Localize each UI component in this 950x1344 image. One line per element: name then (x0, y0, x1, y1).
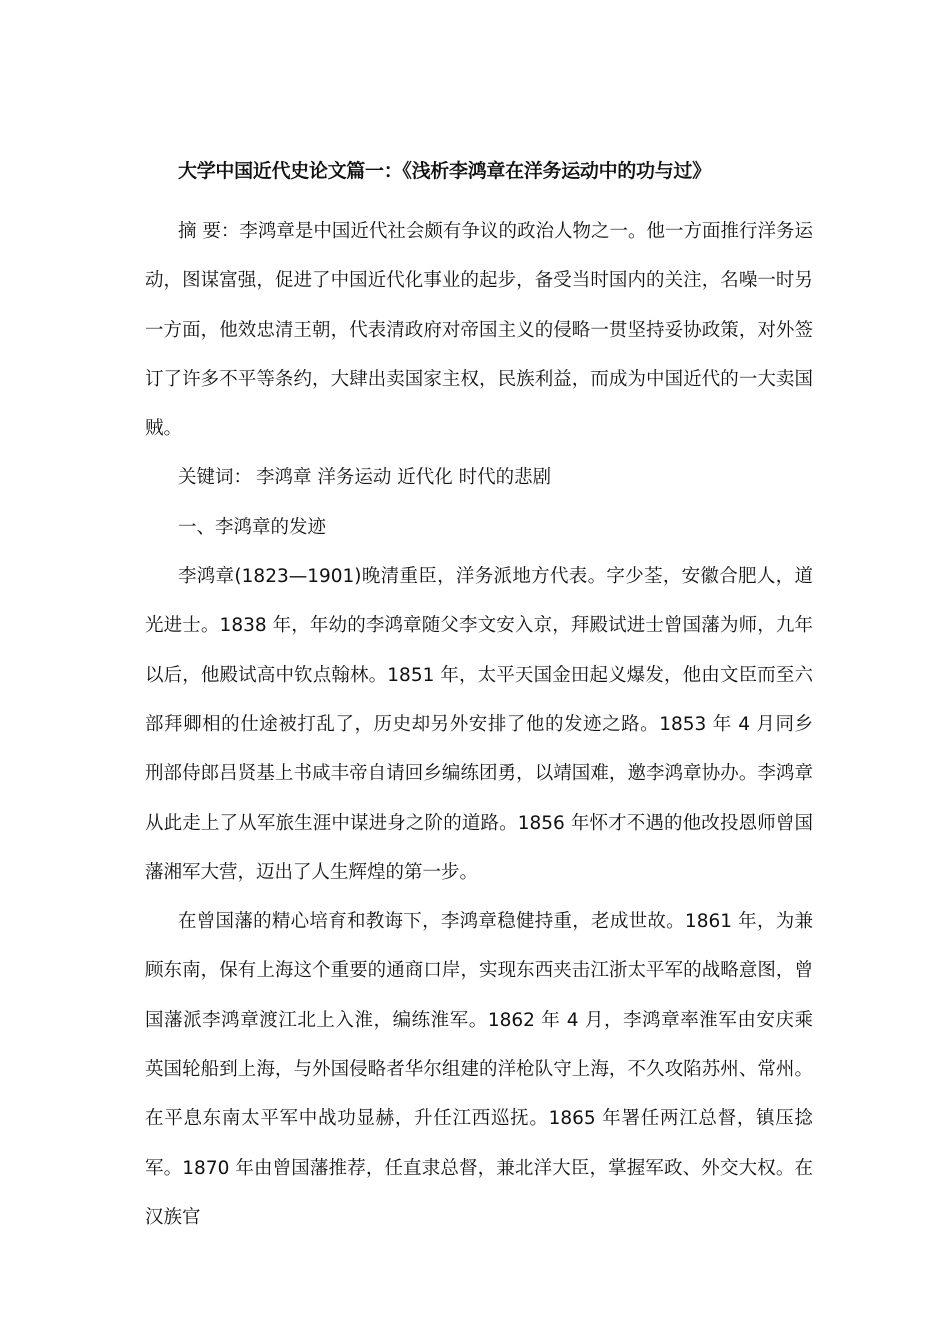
keywords-label: 关键词： (178, 467, 253, 489)
abstract-paragraph: 摘 要：李鸿章是中国近代社会颇有争议的政治人物之一。他一方面推行洋务运动，图谋富强，促进了中国近代化事业的起步，备受当时国内的关注，名噪一时另一方面，他效忠清王朝，代表清政府对帝国主义的侵略一贯坚持妥协政策，对外签订了许多不平等条约，大肆出卖国家主权，民族利益，而成为中国近代的一大卖国贼。 (145, 221, 813, 440)
document-title: 大学中国近代史论文篇一：《浅析李鸿章在洋务运动中的功与过》 (178, 160, 711, 182)
body-paragraph-2: 在曾国藩的精心培育和教诲下，李鸿章稳健持重，老成世故。1861 年，为兼顾东南，保有上海这个重要的通商口岸，实现东西夹击江浙太平军的战略意图，曾国藩派李鸿章渡江北上入淮，编练淮军。1862 年 4 月，李鸿章率淮军由安庆乘英国轮船到上海，与外国侵略者华尔组建的洋枪队守上海，不久攻陷苏州、常州。在平息东南太平军中战功显赫，升任江西巡抚。1865 年署任两江总督，镇压捻军。1870 年由曾国藩推荐，任直隶总督，兼北洋大臣，掌握军政、外交大权。在汉族官 (145, 911, 813, 1228)
keywords-line (145, 453, 813, 502)
document-body (145, 207, 813, 1242)
body-paragraph-1: 李鸿章(1823—1901)晚清重臣，洋务派地方代表。字少荃，安徽合肥人，道光进士。1838 年，年幼的李鸿章随父李文安入京，拜殿试进士曾国藩为师，九年以后，他殿试高中钦点翰林。1851 年，太平天国金田起义爆发，他由文臣而至六部拜卿相的仕途被打乱了，历史却另外安排了他的发迹之路。1853 年 4 月同乡刑部侍郎吕贤基上书咸丰帝自请回乡编练团勇，以靖国难，邀李鸿章协办。李鸿章从此走上了从军旅生涯中谋进身之阶的道路。1856 年怀才不遇的他改投恩师曾国藩湘军大营，迈出了人生辉煌的第一步。 (145, 566, 813, 883)
keywords-value: 李鸿章 洋务运动 近代化 时代的悲剧 (256, 467, 552, 489)
section-heading: 一、李鸿章的发迹 (178, 516, 327, 538)
